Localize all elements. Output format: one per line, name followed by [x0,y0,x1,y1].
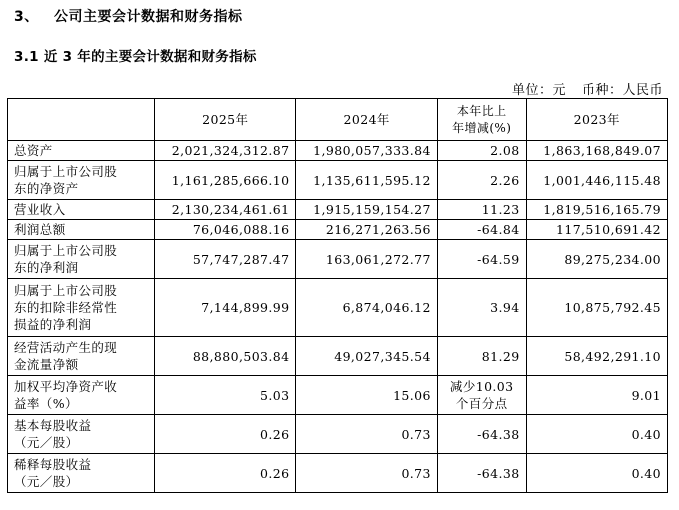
row-label-line: （元／股） [14,474,79,489]
value-y2025: 88,880,503.84 [155,337,296,376]
table-row [8,279,668,337]
row-label [8,337,155,376]
value-y2024: 0.73 [296,454,437,493]
value-y2023: 0.40 [526,415,667,454]
row-label-line: 经营活动产生的现 [14,340,118,355]
row-label-line: 稀释每股收益 [14,457,92,472]
value-y2025: 2,130,234,461.61 [155,200,296,220]
header-change-line1: 本年比上 [456,103,507,118]
value-y2025: 7,144,899.99 [155,279,296,337]
section-number: 3、 [14,9,39,25]
value-change: 81.29 [437,337,526,376]
value-change: 11.23 [437,200,526,220]
value-change-line: 个百分点 [455,396,508,411]
value-y2024: 1,915,159,154.27 [296,200,437,220]
row-label [8,376,155,415]
value-y2023: 1,863,168,849.07 [526,141,667,161]
header-row [8,99,668,141]
table-row [8,415,668,454]
row-label [8,415,155,454]
value-y2025: 0.26 [155,454,296,493]
table-row [8,220,668,240]
value-change: 2.26 [437,161,526,200]
value-y2024: 163,061,272.77 [296,240,437,279]
value-y2025: 1,161,285,666.10 [155,161,296,200]
value-y2023: 1,819,516,165.79 [526,200,667,220]
row-label [8,220,155,240]
value-y2023: 117,510,691.42 [526,220,667,240]
value-y2025: 2,021,324,312.87 [155,141,296,161]
table-row [8,337,668,376]
value-y2025: 5.03 [155,376,296,415]
value-change-line: 减少10.03 [449,379,514,394]
row-label [8,141,155,161]
row-label-line: 营业收入 [14,202,66,217]
table-row [8,161,668,200]
value-y2024: 15.06 [296,376,437,415]
subsection-heading: 3.1 近 3 年的主要会计数据和财务指标 [14,49,257,65]
value-y2024: 6,874,046.12 [296,279,437,337]
value-change [437,376,526,415]
value-y2025: 76,046,088.16 [155,220,296,240]
table-row [8,200,668,220]
value-y2024: 1,980,057,333.84 [296,141,437,161]
header-2023: 2023年 [526,99,667,141]
value-change: -64.38 [437,415,526,454]
value-change: -64.84 [437,220,526,240]
value-change: 3.94 [437,279,526,337]
value-y2025: 0.26 [155,415,296,454]
row-label-line: 利润总额 [14,222,66,237]
header-2025: 2025年 [155,99,296,141]
header-empty-cell [8,99,155,141]
table-body [8,141,668,493]
row-label-line: 东的净利润 [14,260,79,275]
value-y2023: 58,492,291.10 [526,337,667,376]
table-row [8,141,668,161]
row-label [8,200,155,220]
value-change: 2.08 [437,141,526,161]
row-label-line: 归属于上市公司股 [14,283,118,298]
value-y2023: 10,875,792.45 [526,279,667,337]
header-change-line2: 年增减(%) [452,120,512,135]
value-y2024: 49,027,345.54 [296,337,437,376]
header-change [437,99,526,141]
table-row [8,454,668,493]
section-title: 公司主要会计数据和财务指标 [54,9,243,25]
row-label [8,240,155,279]
row-label-line: 归属于上市公司股 [14,243,118,258]
row-label-line: 总资产 [14,143,53,158]
table-row [8,240,668,279]
value-y2025: 57,747,287.47 [155,240,296,279]
row-label-line: 损益的净利润 [14,317,92,332]
value-y2024: 0.73 [296,415,437,454]
row-label-line: 归属于上市公司股 [14,164,118,179]
row-label-line: 东的扣除非经常性 [14,300,118,315]
row-label-line: （元／股） [14,435,79,450]
value-change: -64.38 [437,454,526,493]
value-y2023: 9.01 [526,376,667,415]
row-label [8,279,155,337]
row-label-line: 东的净资产 [14,181,79,196]
value-change: -64.59 [437,240,526,279]
value-y2023: 1,001,446,115.48 [526,161,667,200]
row-label [8,161,155,200]
row-label-line: 加权平均净资产收 [14,379,118,394]
header-2024: 2024年 [296,99,437,141]
row-label-line: 益率（%） [14,396,78,411]
table-row [8,376,668,415]
currency-label: 币种：人民币 [581,83,663,98]
unit-line [512,79,663,98]
value-y2023: 89,275,234.00 [526,240,667,279]
row-label-line: 基本每股收益 [14,418,92,433]
value-y2023: 0.40 [526,454,667,493]
row-label-line: 金流量净额 [14,357,79,372]
unit-label: 单位：元 [511,83,566,98]
financial-data-table [7,98,668,493]
row-label [8,454,155,493]
value-y2024: 1,135,611,595.12 [296,161,437,200]
value-y2024: 216,271,263.56 [296,220,437,240]
section-heading [14,6,243,26]
